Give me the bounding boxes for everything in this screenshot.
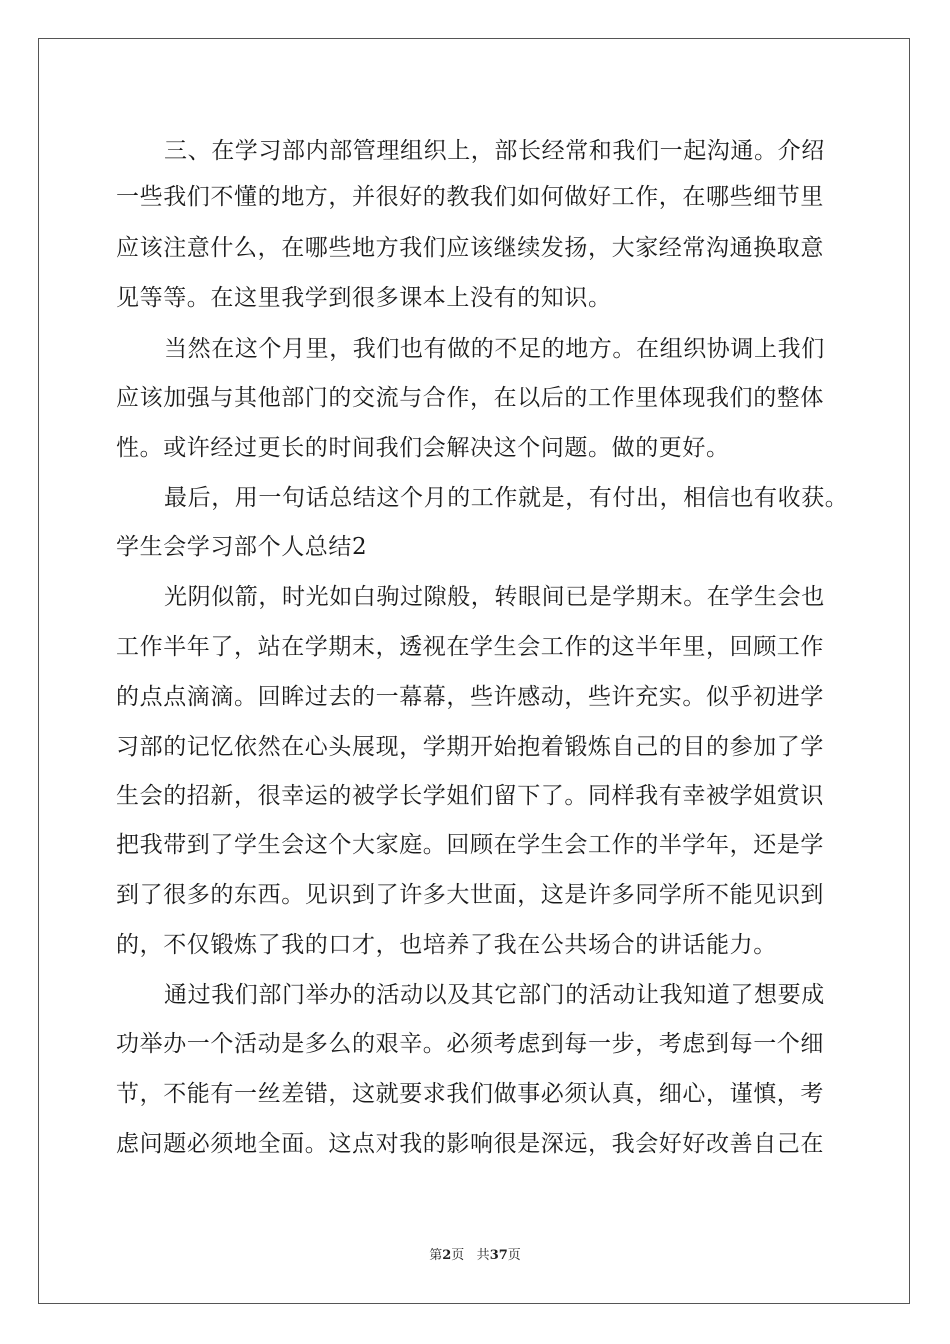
text-line: 最后，用一句话总结这个月的工作就是，有付出，相信也有收获。 <box>164 485 849 511</box>
page-prefix: 第 <box>429 1248 443 1263</box>
total-pages: 37 <box>489 1248 508 1263</box>
text-line: 习部的记忆依然在心头展现，学期开始抱着锻炼自己的目的参加了学 <box>116 734 824 760</box>
text-line: 三、在学习部内部管理组织上，部长经常和我们一起沟通。介绍 <box>164 138 825 164</box>
section-heading: 学生会学习部个人总结2 <box>116 534 368 560</box>
page-number: 2 <box>442 1248 452 1263</box>
text-line: 的点点滴滴。回眸过去的一幕幕，些许感动，些许充实。似乎初进学 <box>116 684 824 710</box>
text-line: 性。或许经过更长的时间我们会解决这个问题。做的更好。 <box>116 435 730 461</box>
text-line: 的，不仅锻炼了我的口才，也培养了我在公共场合的讲话能力。 <box>116 932 777 958</box>
text-line: 应该加强与其他部门的交流与合作，在以后的工作里体现我们的整体 <box>116 385 824 411</box>
text-line: 节，不能有一丝差错，这就要求我们做事必须认真，细心，谨慎，考 <box>116 1081 824 1107</box>
text-line: 工作半年了，站在学期末，透视在学生会工作的这半年里，回顾工作 <box>116 634 824 660</box>
text-line: 通过我们部门举办的活动以及其它部门的活动让我知道了想要成 <box>164 982 825 1008</box>
page-suffix: 页 <box>451 1248 465 1263</box>
text-line: 一些我们不懂的地方，并很好的教我们如何做好工作，在哪些细节里 <box>116 184 824 210</box>
page-border <box>38 38 910 1304</box>
text-line: 到了很多的东西。见识到了许多大世面，这是许多同学所不能见识到 <box>116 882 824 908</box>
text-line: 生会的招新，很幸运的被学长学姐们留下了。同样我有幸被学姐赏识 <box>116 783 824 809</box>
text-line: 当然在这个月里，我们也有做的不足的地方。在组织协调上我们 <box>164 336 825 362</box>
total-prefix: 共 <box>476 1248 490 1263</box>
text-line: 光阴似箭，时光如白驹过隙般，转眼间已是学期末。在学生会也 <box>164 584 825 610</box>
text-line: 功举办一个活动是多么的艰辛。必须考虑到每一步，考虑到每一个细 <box>116 1031 824 1057</box>
text-line: 虑问题必须地全面。这点对我的影响很是深远，我会好好改善自己在 <box>116 1131 824 1157</box>
text-line: 应该注意什么，在哪些地方我们应该继续发扬，大家经常沟通换取意 <box>116 235 824 261</box>
total-suffix: 页 <box>507 1248 521 1263</box>
text-line: 把我带到了学生会这个大家庭。回顾在学生会工作的半学年，还是学 <box>116 832 824 858</box>
page-footer <box>0 1247 950 1265</box>
text-line: 见等等。在这里我学到很多课本上没有的知识。 <box>116 285 612 311</box>
